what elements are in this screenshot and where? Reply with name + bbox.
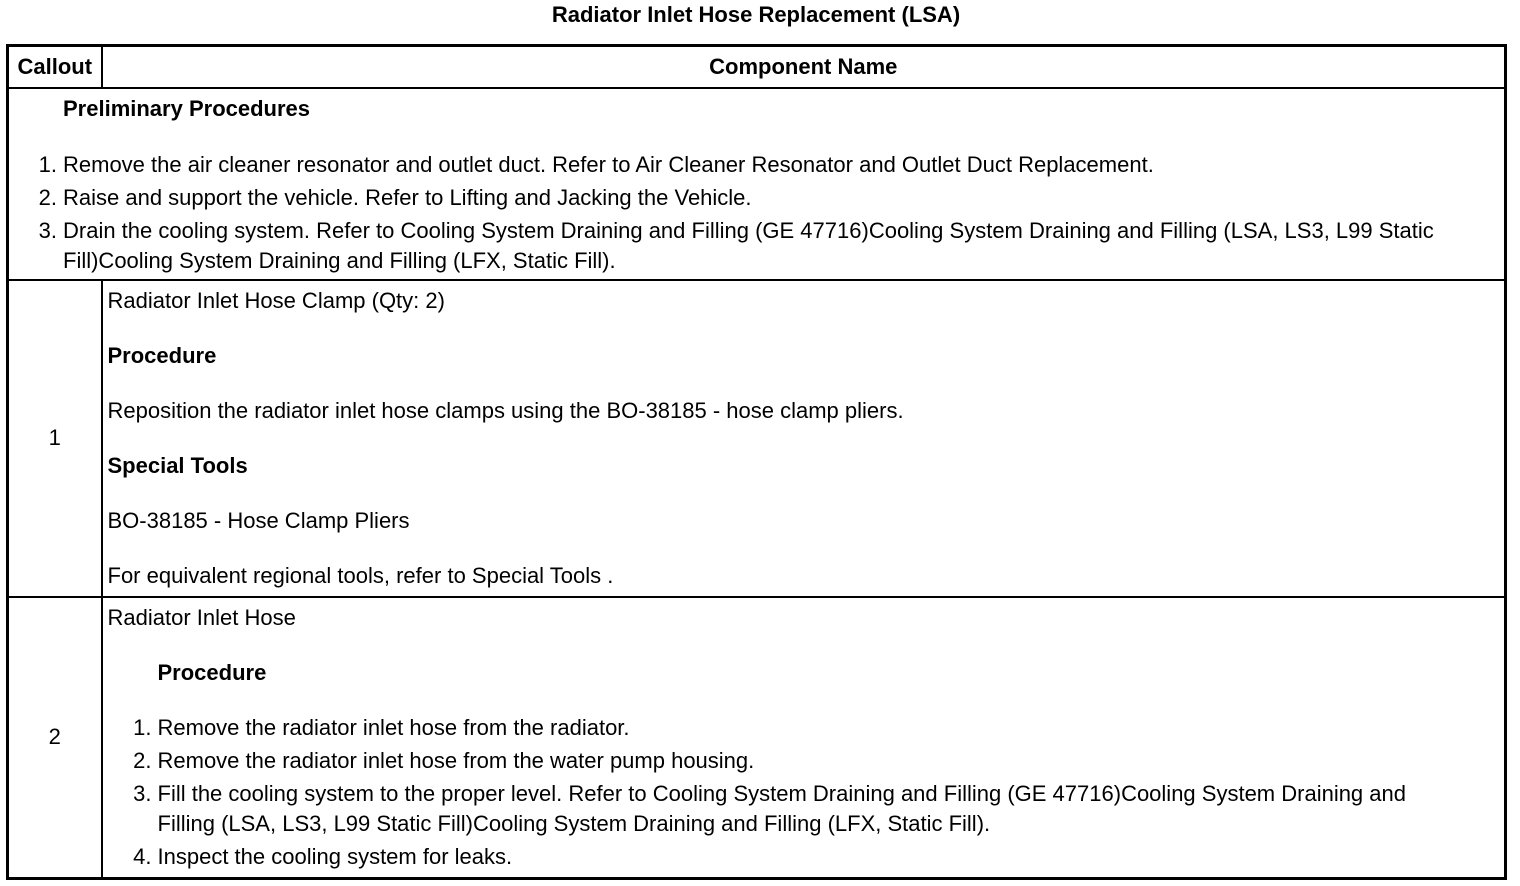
procedure-heading: Procedure xyxy=(107,342,217,368)
component-header: Component Name xyxy=(102,46,1506,88)
procedure-steps xyxy=(133,713,1435,872)
table-row xyxy=(8,280,1506,597)
component-cell xyxy=(102,280,1506,597)
special-tools-text: BO-38185 - Hose Clamp Pliers xyxy=(107,507,410,533)
list-item xyxy=(133,746,1435,779)
callout-header: Callout xyxy=(8,46,102,88)
list-item xyxy=(38,150,1444,183)
step-number: 3. xyxy=(133,780,152,806)
procedure-heading: Procedure xyxy=(157,659,267,685)
regional-tools-note: For equivalent regional tools, refer to Special Tools . xyxy=(107,562,614,588)
procedure-table xyxy=(6,44,1507,880)
preliminary-steps xyxy=(38,150,1444,276)
list-item xyxy=(133,713,1435,746)
step-number: 1. xyxy=(133,714,152,740)
step-number: 3. xyxy=(38,217,57,243)
table-row xyxy=(8,597,1506,879)
procedure-text: Reposition the radiator inlet hose clamps using the BO-38185 - hose clamp pliers. xyxy=(107,397,904,423)
component-cell xyxy=(102,597,1506,879)
step-text: Remove the air cleaner resonator and outlet duct. Refer to Air Cleaner Resonator and Outlet Duct Replacement. xyxy=(63,151,1154,177)
header-row xyxy=(8,46,1506,88)
step-number: 2. xyxy=(133,747,152,773)
step-number: 4. xyxy=(133,843,152,869)
list-item xyxy=(133,779,1435,842)
step-text: Fill the cooling system to the proper level. Refer to Cooling System Draining and Filling (GE 47716)Cooling System Draining and Filling (LSA, LS3, L99 Static Fill)Cooling System Draining and Filling (LFX, Static Fill). xyxy=(157,780,1406,836)
step-text: Drain the cooling system. Refer to Cooling System Draining and Filling (GE 47716)Cooling System Draining and Filling (LSA, LS3, L99 Static Fill)Cooling System Draining and Filling (LFX, Static Fill). xyxy=(63,217,1434,273)
preliminary-heading: Preliminary Procedures xyxy=(63,95,311,121)
component-name: Radiator Inlet Hose Clamp (Qty: 2) xyxy=(107,287,445,313)
callout-cell: 1 xyxy=(8,280,102,597)
step-number: 2. xyxy=(38,184,57,210)
step-number: 1. xyxy=(38,151,57,177)
step-text: Remove the radiator inlet hose from the radiator. xyxy=(157,714,630,740)
step-text: Inspect the cooling system for leaks. xyxy=(157,843,513,869)
step-text: Raise and support the vehicle. Refer to Lifting and Jacking the Vehicle. xyxy=(63,184,752,210)
component-name: Radiator Inlet Hose xyxy=(107,604,296,630)
page-title: Radiator Inlet Hose Replacement (LSA) xyxy=(551,2,961,27)
list-item xyxy=(133,842,1435,872)
special-tools-heading: Special Tools xyxy=(107,452,248,478)
list-item xyxy=(38,216,1444,276)
step-text: Remove the radiator inlet hose from the water pump housing. xyxy=(157,747,755,773)
list-item xyxy=(38,183,1444,216)
callout-cell: 2 xyxy=(8,597,102,879)
preliminary-row xyxy=(8,88,1506,280)
preliminary-cell xyxy=(8,88,1506,280)
